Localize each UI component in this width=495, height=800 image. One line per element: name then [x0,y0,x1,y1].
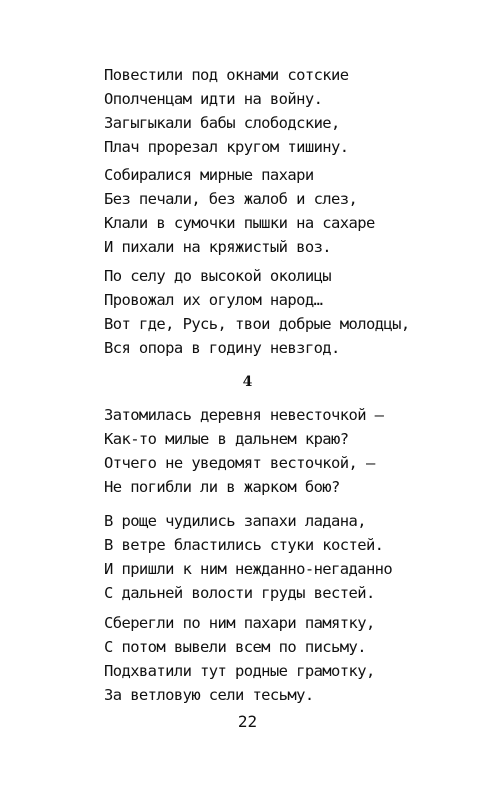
poem-line: Вся опора в годину невзгод. [104,339,340,357]
stanza-1 [104,63,349,159]
poem-line: И пришли к ним нежданно-негаданно [104,560,393,578]
poem-line: Сберегли по ним пахари памятку, [104,614,375,632]
poem-line: Ополченцам идти на войну. [104,90,323,108]
poem-line: Провожал их огулом народ… [104,291,323,309]
poem-line: Подхватили тут родные грамотку, [104,662,375,680]
poem-line: Затомилась деревня невесточкой — [104,406,384,424]
poem-line: Как-то милые в дальнем краю? [104,430,349,448]
poem-line: Не погибли ли в жарком бою? [104,478,340,496]
poem-line: Вот где, Русь, твои добрые молодцы, [104,315,410,333]
stanza-2 [104,163,375,259]
poem-line: Отчего не уведомят весточкой, — [104,454,375,472]
stanza-5 [104,509,392,605]
poem-line: По селу до высокой околицы [104,267,332,285]
poem-line: С потом вывели всем по письму. [104,638,366,656]
poem-line: И пихали на кряжистый воз. [104,238,332,256]
section-number: 4 [242,374,253,390]
poem-line: Загыгыкали бабы слободские, [104,114,340,132]
poem-line: За ветловую сели тесьму. [104,686,314,704]
poem-line: Повестили под окнами сотские [104,66,349,84]
poem-line: Клали в сумочки пышки на сахаре [104,214,375,232]
stanza-3 [104,264,410,360]
stanza-6 [104,611,375,707]
poem-line: Плач прорезал кругом тишину. [104,138,349,156]
poem-line: Собиралися мирные пахари [104,166,314,184]
poem-line: Без печали, без жалоб и слез, [104,190,358,208]
page-number: 22 [237,712,258,731]
poem-line: В роще чудились запахи ладана, [104,512,366,530]
poem-line: В ветре бластились стуки костей. [104,536,384,554]
stanza-4 [104,403,383,499]
poem-line: С дальней волости груды вестей. [104,584,375,602]
